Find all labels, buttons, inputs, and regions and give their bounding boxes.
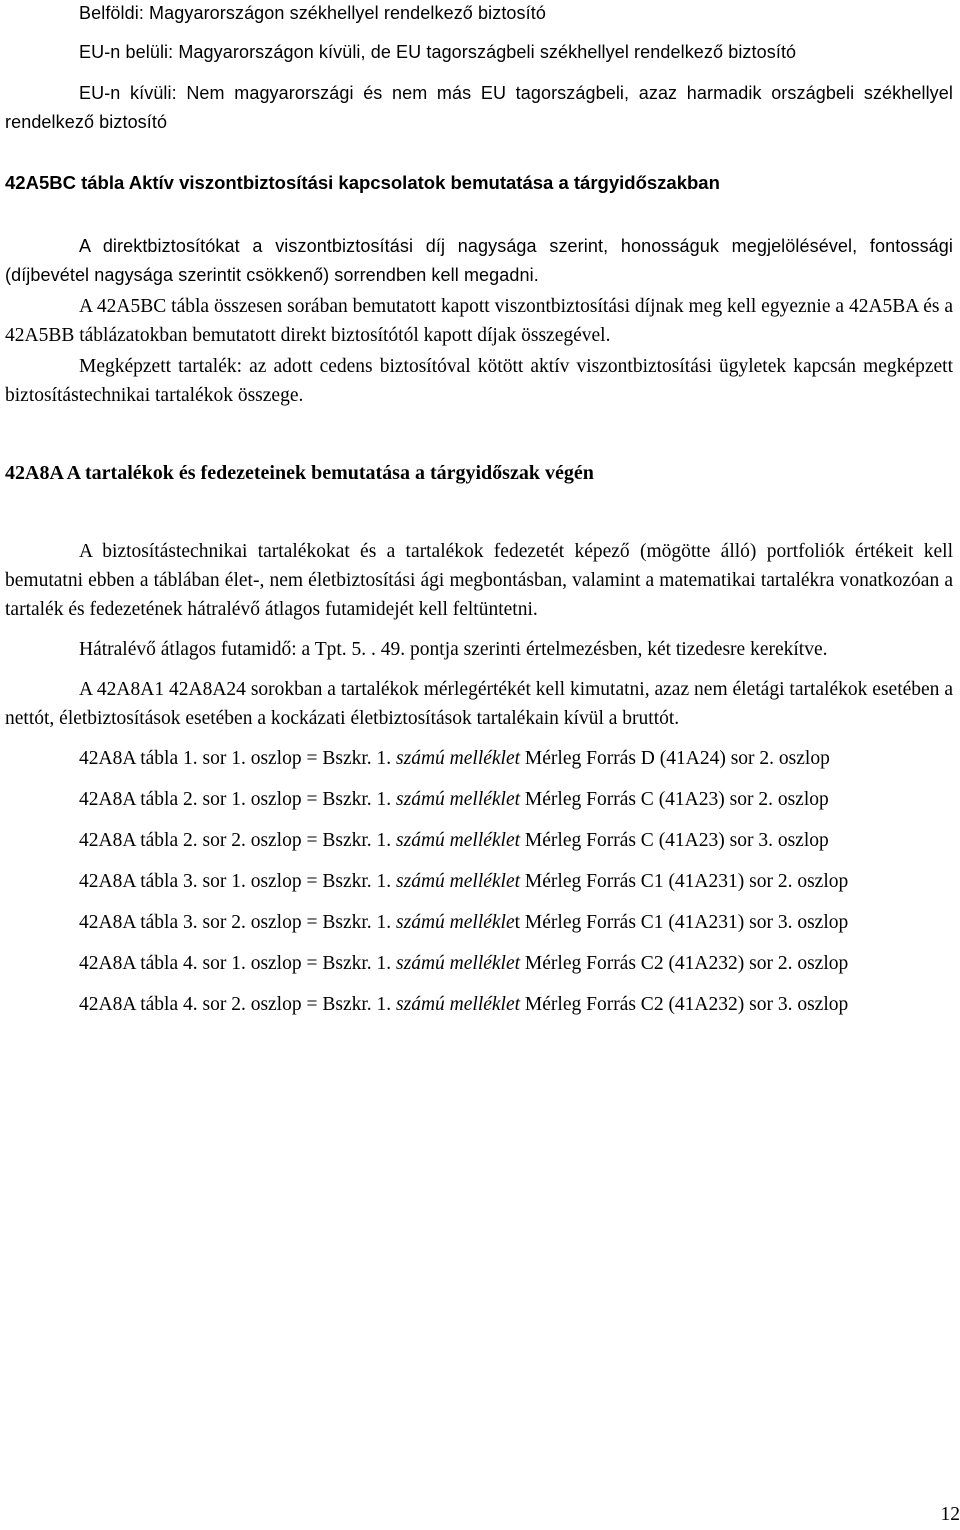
rule-text: Mérleg Forrás C (41A23) sor 2. oszlop [520, 789, 829, 810]
rule-text: Mérleg Forrás C (41A23) sor 3. oszlop [520, 830, 829, 851]
rule-text: 42A8A tábla 3. sor 1. oszlop = Bszkr. 1. [79, 871, 397, 892]
rule-text: 42A8A tábla 1. sor 1. oszlop = Bszkr. 1. [79, 748, 397, 769]
rule-text: Mérleg Forrás C2 (41A232) sor 2. oszlop [520, 953, 849, 974]
rule-italic: számú melléklet [396, 871, 521, 892]
rule-item [5, 990, 953, 1019]
rule-list [5, 744, 953, 1019]
rule-text: Mérleg Forrás C2 (41A232) sor 3. oszlop [520, 994, 849, 1015]
rule-item [5, 785, 953, 814]
paragraph-42a8a-1: A biztosítástechnikai tartalékokat és a tartalékok fedezetét képező (mögötte álló) portfoliók értékeit kell bemutatni ebben a táblában élet-, nem életbiztosítási ági megbontásban, valamint a matematikai tartalékra vonatkozóan a tartalék és fedezetének hátralévő átlagos futamidejét kell feltüntetni. [5, 541, 953, 620]
definition-eu-beluli: EU-n belüli: Magyarországon kívüli, de EU tagországbeli székhellyel rendelkező biztosító [79, 42, 797, 62]
rule-italic: számú melléklet [396, 994, 521, 1015]
heading-42a5bc: 42A5BC tábla Aktív viszontbiztosítási kapcsolatok bemutatása a tárgyidőszakban [5, 172, 720, 193]
rule-item [5, 949, 953, 978]
rule-italic: számú melléklet [396, 953, 521, 974]
definition-eu-kivuli: EU-n kívüli: Nem magyarországi és nem más EU tagországbeli, azaz harmadik országbeli székhellyel rendelkező biztosító [5, 83, 953, 132]
rule-italic: számú melléklet [396, 830, 521, 851]
rule-text: 42A8A tábla 3. sor 2. oszlop = Bszkr. 1. [79, 912, 397, 933]
rule-text: 42A8A tábla 2. sor 1. oszlop = Bszkr. 1. [79, 789, 397, 810]
rule-italic: számú mellékle [396, 912, 515, 933]
heading-42a8a: 42A8A A tartalékok és fedezeteinek bemutatása a tárgyidőszak végén [5, 462, 594, 484]
paragraph-42a5bc-2: A 42A5BC tábla összesen sorában bemutatott kapott viszontbiztosítási díjnak meg kell egyeznie a 42A5BA és a 42A5BB táblázatokban bemutatott direkt biztosítótól kapott díjak összegével. [5, 296, 953, 346]
rule-text: Mérleg Forrás D (41A24) sor 2. oszlop [520, 748, 830, 769]
paragraph-42a8a-3: A 42A8A1 42A8A24 sorokban a tartalékok mérlegértékét kell kimutatni, azaz nem életági tartalékok esetében a nettót, életbiztosítások esetében a kockázati életbiztosítások tartalékain kívül a bruttót. [5, 679, 953, 729]
rule-text: 42A8A tábla 2. sor 2. oszlop = Bszkr. 1. [79, 830, 397, 851]
definition-belfoldi: Belföldi: Magyarországon székhellyel rendelkező biztosító [79, 3, 546, 23]
rule-item [5, 744, 953, 773]
rule-item [5, 826, 953, 855]
rule-item [5, 908, 953, 937]
rule-italic: számú melléklet [396, 748, 521, 769]
rule-italic: számú melléklet [396, 789, 521, 810]
rule-text: 42A8A tábla 4. sor 2. oszlop = Bszkr. 1. [79, 994, 397, 1015]
paragraph-42a8a-2: Hátralévő átlagos futamidő: a Tpt. 5. . 49. pontja szerinti értelmezésben, két tizedesre kerekítve. [79, 639, 828, 660]
page-number: 12 [940, 1504, 960, 1525]
rule-text: Mérleg Forrás C1 (41A231) sor 2. oszlop [520, 871, 849, 892]
rule-text: t Mérleg Forrás C1 (41A231) sor 3. oszlop [514, 912, 849, 933]
paragraph-42a5bc-3: Megképzett tartalék: az adott cedens biztosítóval kötött aktív viszontbiztosítási ügyletek kapcsán megképzett biztosítástechnikai tartalékok összege. [5, 356, 953, 406]
rule-text: 42A8A tábla 4. sor 1. oszlop = Bszkr. 1. [79, 953, 397, 974]
document-page [5, 0, 953, 1019]
rule-item [5, 867, 953, 896]
paragraph-42a5bc-1: A direktbiztosítókat a viszontbiztosítási díj nagysága szerint, honosságuk megjelölésével, fontossági (díjbevétel nagysága szerintit csökkenő) sorrendben kell megadni. [5, 236, 953, 285]
